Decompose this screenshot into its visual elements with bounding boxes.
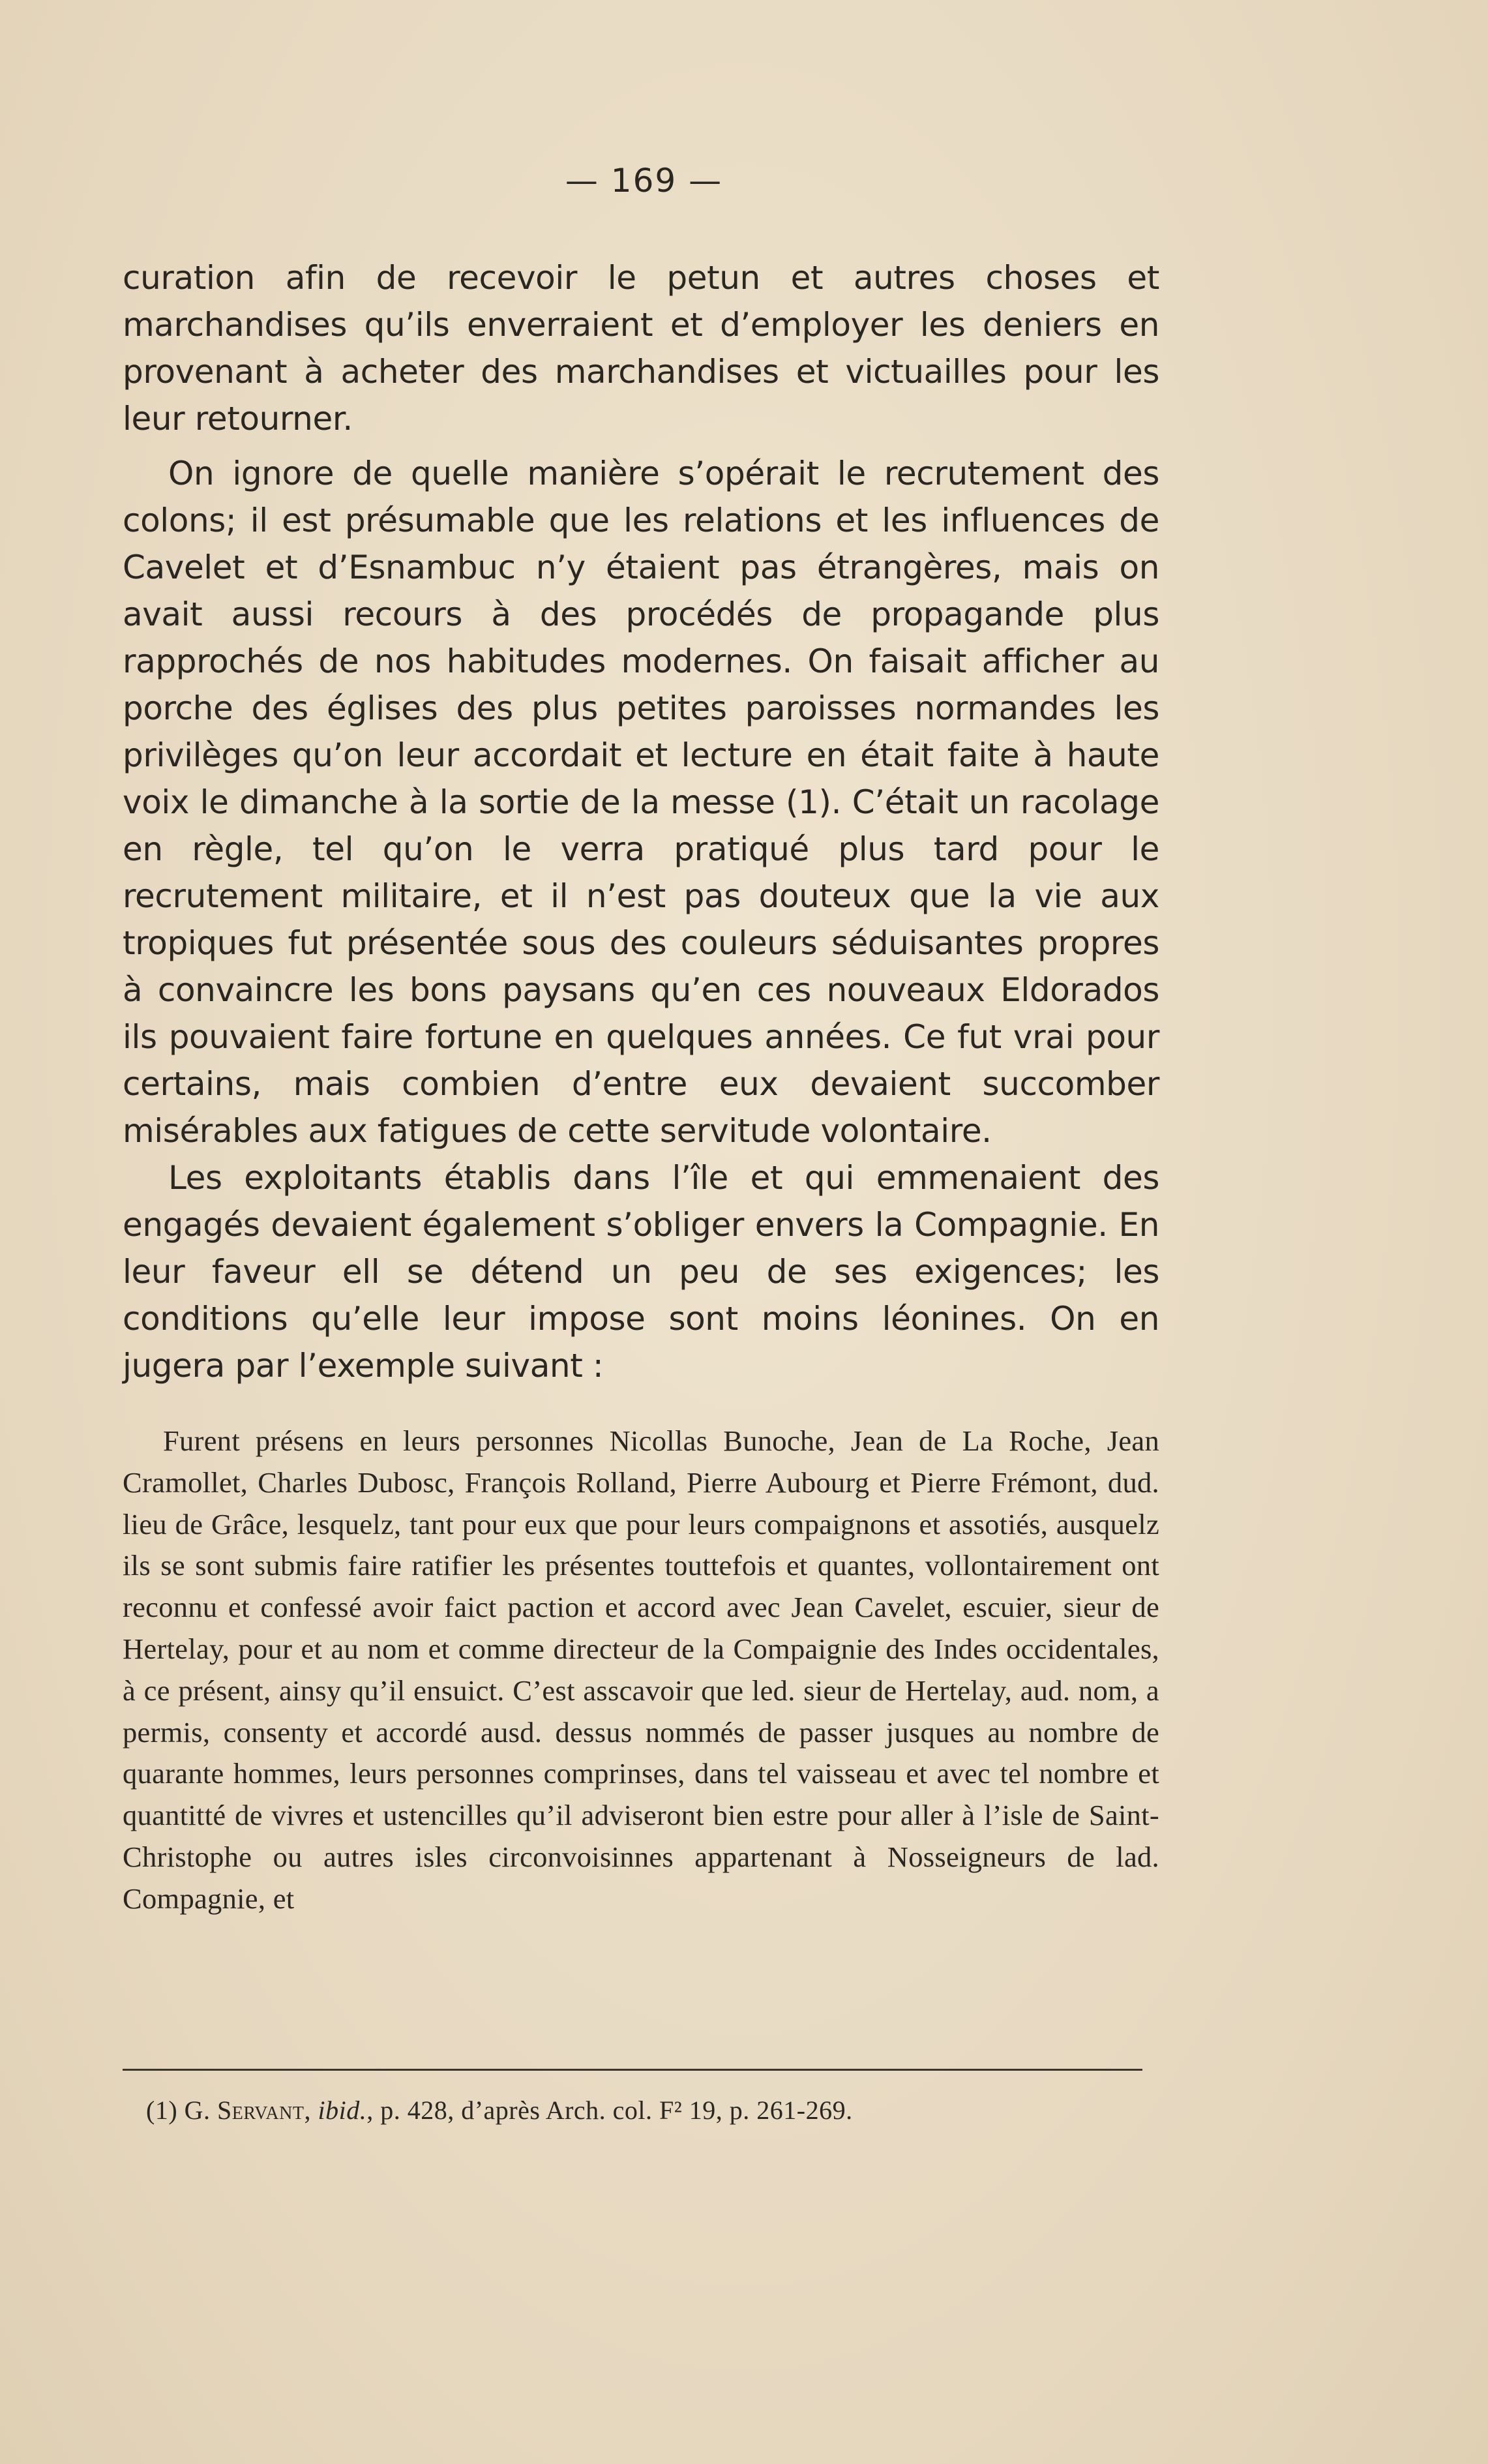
page-number: — 169 —	[565, 162, 723, 200]
paragraph-3	[123, 1154, 1159, 1389]
footnote-reference: , p. 428, d’après Arch. col. F² 19, p. 261-269.	[366, 2096, 853, 2125]
paragraph-1	[123, 254, 1159, 442]
footnote-ibid: ibid.	[318, 2096, 367, 2125]
paragraph-2	[123, 450, 1159, 1154]
footnote-author: G. Servant,	[184, 2096, 311, 2125]
quoted-document: Furent présens en leurs personnes Nicollas Bunoche, Jean de La Roche, Jean Cramollet, Charles Dubosc, François Rolland, Pierre Aubourg et Pierre Frémont, dud. lieu de Grâce, lesquelz, tant pour eux que pour leurs compaignons et assotiés, ausquelz ils se sont submis faire ratifier les présentes touttefois et quantes, vollontairement ont reconnu et confessé avoir faict paction et accord avec Jean Cavelet, escuier, sieur de Hertelay, pour et au nom et comme directeur de la Compaignie des Indes occidentales, à ce présent, ainsy qu’il ensuict. C’est asscavoir que led. sieur de Hertelay, aud. nom, a permis, consenty et accordé ausd. dessus nommés de passer jusques au nombre de quarante hommes, leurs personnes comprinses, dans tel vaisseau et avec tel nombre et quantitté de vivres et ustencilles qu’il adviseront bien estre pour aller à l’isle de Saint-Christophe ou autres isles circonvoisinnes appartenant à Nosseigneurs de lad. Compagnie, et	[123, 1424, 1159, 1915]
footnote-marker: (1)	[146, 2096, 178, 2125]
paragraph-text: curation afin de recevoir le petun et autres choses et marchandises qu’ils enverraient et d’employer les deniers en provenant à acheter des marchandises et victuailles pour les leur retourner.	[123, 259, 1159, 438]
footnote	[146, 2091, 1124, 2130]
footnote-divider	[123, 2069, 1142, 2071]
paragraph-text: Les exploitants établis dans l’île et qui emmenaient des engagés devaient également s’obliger envers la Compagnie. En leur faveur ell se détend un peu de ses exigences; les conditions qu’elle leur impose sont moins léonines. On en jugera par l’exemple suivant :	[123, 1159, 1159, 1385]
paragraph-text: On ignore de quelle manière s’opérait le recrutement des colons; il est présumable que les relations et les influences de Cavelet et d’Esnambuc n’y étaient pas étrangères, mais on avait aussi recours à des procédés de propagande plus rapprochés de nos habitudes modernes. On faisait afficher au porche des églises des plus petites paroisses normandes les privilèges qu’on leur accordait et lecture en était faite à haute voix le dimanche à la sortie de la messe (1). C’était un racolage en règle, tel qu’on le verra pratiqué plus tard pour le recrutement militaire, et il n’est pas douteux que la vie aux tropiques fut présentée sous des couleurs séduisantes propres à convaincre les bons paysans qu’en ces nouveaux Eldorados ils pouvaient faire fortune en quelques années. Ce fut vrai pour certains, mais combien d’entre eux devaient succomber misérables aux fatigues de cette servitude volontaire.	[123, 455, 1159, 1150]
